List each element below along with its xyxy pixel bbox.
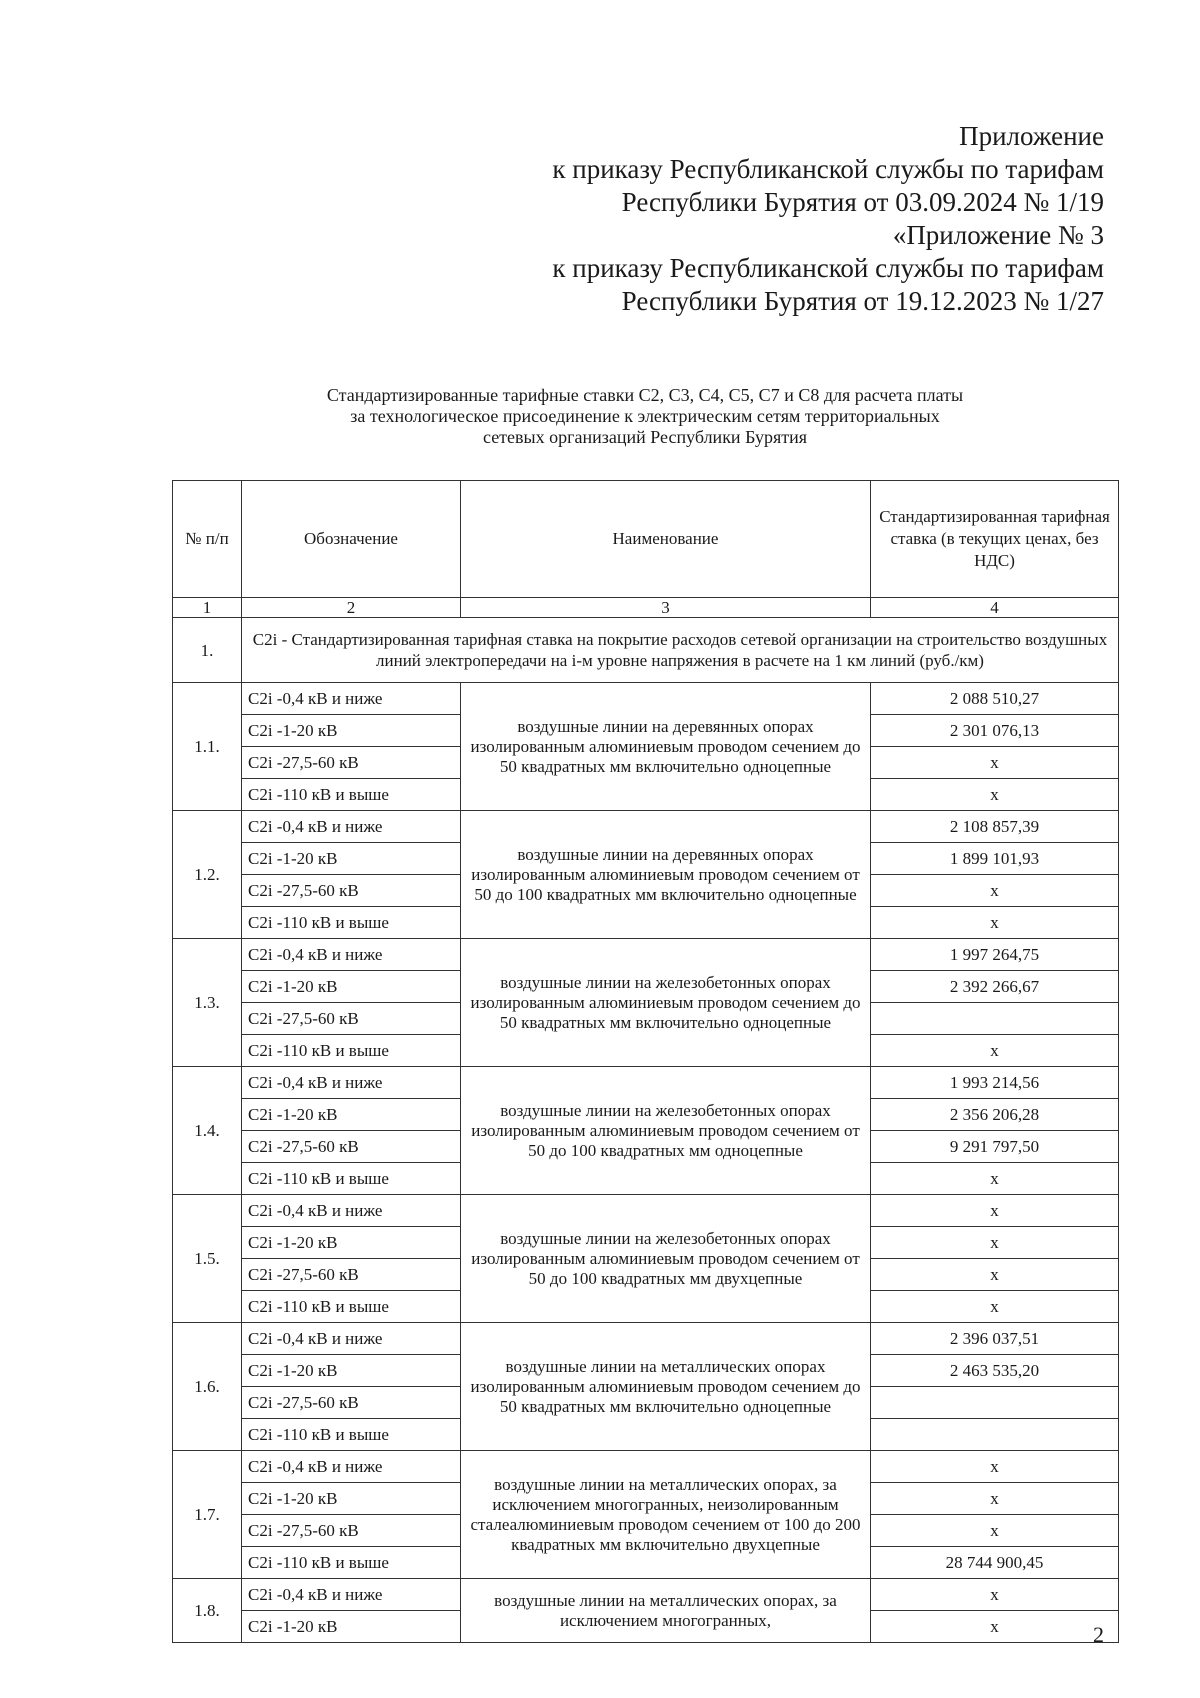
- rate-value-cell: х: [871, 1163, 1119, 1195]
- designation-cell: С2i -110 кВ и выше: [242, 1035, 461, 1067]
- title-line: за технологическое присоединение к электрическим сетям территориальных: [350, 406, 940, 426]
- designation-cell: С2i -0,4 кВ и ниже: [242, 1067, 461, 1099]
- rate-value-cell: 2 396 037,51: [871, 1323, 1119, 1355]
- name-cell: воздушные линии на металлических опорах, за исключением многогранных, неизолированным сталеалюминиевым проводом сечением от 100 до 200 квадратных мм включительно двухцепные: [461, 1451, 871, 1579]
- header-line: «Приложение № 3: [892, 220, 1104, 250]
- designation-cell: С2i -110 кВ и выше: [242, 1163, 461, 1195]
- designation-cell: С2i -110 кВ и выше: [242, 779, 461, 811]
- designation-cell: С2i -1-20 кВ: [242, 1099, 461, 1131]
- rate-value-cell: 28 744 900,45: [871, 1547, 1119, 1579]
- page-number: 2: [1093, 1622, 1104, 1647]
- designation-cell: С2i -0,4 кВ и ниже: [242, 683, 461, 715]
- header-line: к приказу Республиканской службы по тарифам: [552, 253, 1104, 283]
- rate-value-cell: х: [871, 1035, 1119, 1067]
- rate-value-cell: х: [871, 1227, 1119, 1259]
- designation-cell: С2i -1-20 кВ: [242, 971, 461, 1003]
- document-title: [170, 385, 1120, 448]
- name-cell: воздушные линии на деревянных опорах изолированным алюминиевым проводом сечением до 50 квадратных мм включительно одноцепные: [461, 683, 871, 811]
- rate-value-cell: 2 463 535,20: [871, 1355, 1119, 1387]
- table-row: [173, 1579, 1119, 1611]
- designation-cell: С2i -27,5-60 кВ: [242, 747, 461, 779]
- name-cell: воздушные линии на деревянных опорах изолированным алюминиевым проводом сечением от 50 до 100 квадратных мм включительно одноцепные: [461, 811, 871, 939]
- designation-cell: С2i -1-20 кВ: [242, 1483, 461, 1515]
- row-number: 1.6.: [173, 1323, 242, 1451]
- name-cell: воздушные линии на металлических опорах изолированным алюминиевым проводом сечением до 50 квадратных мм включительно одноцепные: [461, 1323, 871, 1451]
- column-header-designation: Обозначение: [242, 481, 461, 598]
- designation-cell: С2i -1-20 кВ: [242, 1611, 461, 1643]
- rate-value-cell: х: [871, 1195, 1119, 1227]
- column-header-rate: Стандартизированная тарифная ставка (в текущих ценах, без НДС): [871, 481, 1119, 598]
- designation-cell: С2i -27,5-60 кВ: [242, 1131, 461, 1163]
- designation-cell: С2i -27,5-60 кВ: [242, 1003, 461, 1035]
- rate-value-cell: х: [871, 907, 1119, 939]
- name-cell: воздушные линии на железобетонных опорах изолированным алюминиевым проводом сечением до 50 квадратных мм включительно одноцепные: [461, 939, 871, 1067]
- section-row: [173, 618, 1119, 683]
- table-row: [173, 939, 1119, 971]
- rate-value-cell: 1 993 214,56: [871, 1067, 1119, 1099]
- rate-value-cell: 2 392 266,67: [871, 971, 1119, 1003]
- designation-cell: С2i -110 кВ и выше: [242, 1291, 461, 1323]
- rate-value-cell: х: [871, 747, 1119, 779]
- designation-cell: С2i -27,5-60 кВ: [242, 1387, 461, 1419]
- rate-value-cell: [871, 1419, 1119, 1451]
- row-number: 1.7.: [173, 1451, 242, 1579]
- row-number: 1.2.: [173, 811, 242, 939]
- name-cell: воздушные линии на железобетонных опорах изолированным алюминиевым проводом сечением от 50 до 100 квадратных мм двухцепные: [461, 1195, 871, 1323]
- rate-value-cell: х: [871, 1451, 1119, 1483]
- tariff-table-body: [173, 481, 1119, 1643]
- column-index: 2: [242, 598, 461, 618]
- section-number: 1.: [173, 618, 242, 683]
- column-header-name: Наименование: [461, 481, 871, 598]
- designation-cell: С2i -0,4 кВ и ниже: [242, 1323, 461, 1355]
- designation-cell: С2i -110 кВ и выше: [242, 1419, 461, 1451]
- column-header-num: № п/п: [173, 481, 242, 598]
- header-line: к приказу Республиканской службы по тарифам: [552, 154, 1104, 184]
- rate-value-cell: 2 356 206,28: [871, 1099, 1119, 1131]
- rate-value-cell: 1 899 101,93: [871, 843, 1119, 875]
- section-title: С2i - Стандартизированная тарифная ставка на покрытие расходов сетевой организации на строительство воздушных линий электропередачи на i-м уровне напряжения в расчете на 1 км линий (руб./км): [242, 618, 1119, 683]
- table-row: [173, 683, 1119, 715]
- title-line: сетевых организаций Республики Бурятия: [482, 427, 808, 447]
- rate-value-cell: х: [871, 779, 1119, 811]
- rate-value-cell: х: [871, 1579, 1119, 1611]
- rate-value-cell: 2 088 510,27: [871, 683, 1119, 715]
- designation-cell: С2i -110 кВ и выше: [242, 1547, 461, 1579]
- table-row: [173, 811, 1119, 843]
- designation-cell: С2i -1-20 кВ: [242, 843, 461, 875]
- rate-value-cell: х: [871, 1291, 1119, 1323]
- title-line: Стандартизированные тарифные ставки С2, С3, С4, С5, С7 и С8 для расчета платы: [326, 385, 964, 405]
- designation-cell: С2i -0,4 кВ и ниже: [242, 1451, 461, 1483]
- header-line: Республики Бурятия от 03.09.2024 № 1/19: [621, 187, 1104, 217]
- row-number: 1.1.: [173, 683, 242, 811]
- column-index: 1: [173, 598, 242, 618]
- designation-cell: С2i -27,5-60 кВ: [242, 1515, 461, 1547]
- table-row: [173, 1067, 1119, 1099]
- appendix-header: [552, 120, 1104, 318]
- tariff-table: [172, 480, 1119, 1643]
- column-index: 3: [461, 598, 871, 618]
- rate-value-cell: [871, 1387, 1119, 1419]
- header-line: Республики Бурятия от 19.12.2023 № 1/27: [621, 286, 1104, 316]
- designation-cell: С2i -0,4 кВ и ниже: [242, 939, 461, 971]
- row-number: 1.5.: [173, 1195, 242, 1323]
- rate-value-cell: 2 108 857,39: [871, 811, 1119, 843]
- designation-cell: С2i -27,5-60 кВ: [242, 875, 461, 907]
- table-row: [173, 1451, 1119, 1483]
- designation-cell: С2i -1-20 кВ: [242, 1355, 461, 1387]
- rate-value-cell: х: [871, 1515, 1119, 1547]
- designation-cell: С2i -1-20 кВ: [242, 715, 461, 747]
- table-row: [173, 1195, 1119, 1227]
- row-number: 1.3.: [173, 939, 242, 1067]
- designation-cell: С2i -27,5-60 кВ: [242, 1259, 461, 1291]
- table-header-row: [173, 481, 1119, 598]
- header-line: Приложение: [959, 121, 1104, 151]
- rate-value-cell: 1 997 264,75: [871, 939, 1119, 971]
- designation-cell: С2i -0,4 кВ и ниже: [242, 1195, 461, 1227]
- row-number: 1.8.: [173, 1579, 242, 1643]
- column-index: 4: [871, 598, 1119, 618]
- table-row: [173, 1323, 1119, 1355]
- rate-value-cell: [871, 1003, 1119, 1035]
- rate-value-cell: х: [871, 1611, 1119, 1643]
- rate-value-cell: х: [871, 1259, 1119, 1291]
- designation-cell: С2i -0,4 кВ и ниже: [242, 811, 461, 843]
- designation-cell: С2i -0,4 кВ и ниже: [242, 1579, 461, 1611]
- row-number: 1.4.: [173, 1067, 242, 1195]
- name-cell: воздушные линии на металлических опорах, за исключением многогранных,: [461, 1579, 871, 1643]
- rate-value-cell: 2 301 076,13: [871, 715, 1119, 747]
- rate-value-cell: 9 291 797,50: [871, 1131, 1119, 1163]
- name-cell: воздушные линии на железобетонных опорах изолированным алюминиевым проводом сечением от 50 до 100 квадратных мм одноцепные: [461, 1067, 871, 1195]
- rate-value-cell: х: [871, 875, 1119, 907]
- column-index-row: [173, 598, 1119, 618]
- designation-cell: С2i -1-20 кВ: [242, 1227, 461, 1259]
- designation-cell: С2i -110 кВ и выше: [242, 907, 461, 939]
- rate-value-cell: х: [871, 1483, 1119, 1515]
